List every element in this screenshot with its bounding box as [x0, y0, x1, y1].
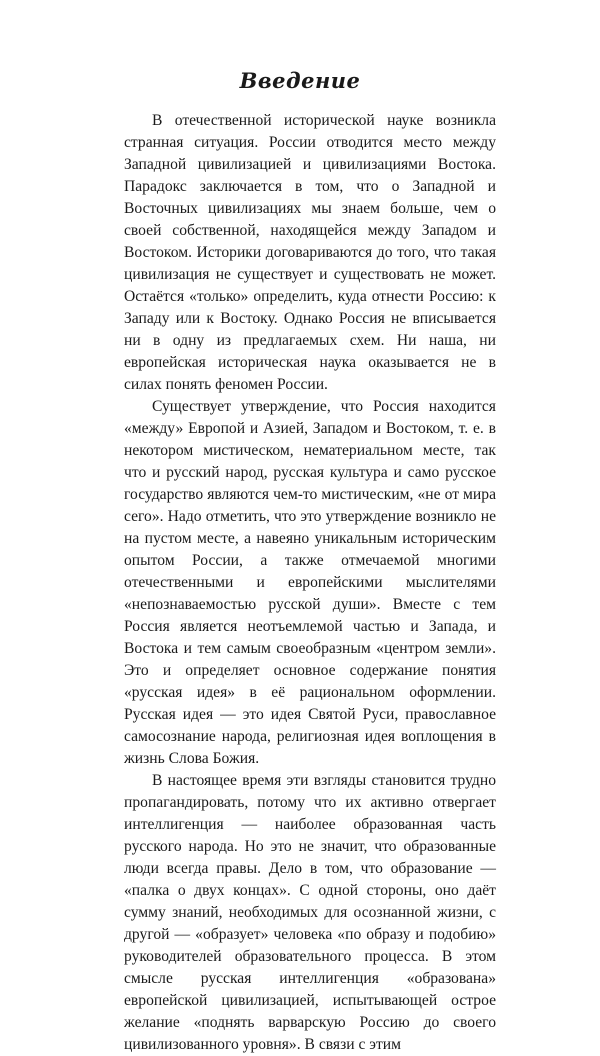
- body-text: [124, 110, 496, 1056]
- paragraph: Существует утверждение, что Россия находится «между» Европой и Азией, Западом и Востоком, т. е. в некотором мистическом, нематериальном месте, так что и русский народ, русская культура и само русское государство являются чем-то мистическим, «не от мира сего». Надо отметить, что это утверждение возникло не на пустом месте, а навеяно уникальным историческим опытом России, а также отмечаемой многими отечественными и европейскими мыслителями «непознаваемостью русской души». Вместе с тем Россия является неотъемлемой частью и Запада, и Востока и тем самым своеобразным «центром земли». Это и определяет основное содержание понятия «русская идея» в её рациональном оформлении. Русская идея — это идея Святой Руси, православное самосознание народа, религиозная идея воплощения в жизнь Слова Божия.: [124, 398, 496, 767]
- paragraph: В настоящее время эти взгляды становится трудно пропагандировать, потому что их активно отвергает интеллигенция — наиболее образованная часть русского народа. Но это не значит, что образованные люди всегда правы. Дело в том, что образование — «палка о двух концах». С одной стороны, оно даёт сумму знаний, необходимых для осознанной жизни, с другой — «образует» человека «по образу и подобию» руководителей образовательного процесса. В этом смысле русская интеллигенция «образована» европейской цивилизацией, испытывающей острое желание «поднять варварскую Россию до своего цивилизованного уровня». В связи с этим: [124, 772, 496, 1053]
- paragraph: В отечественной исторической науке возникла странная ситуация. России отводится место между Западной цивилизацией и цивилизациями Востока. Парадокс заключается в том, что о Западной и Восточных цивилизациях мы знаем больше, чем о своей собственной, находящейся между Западом и Востоком. Историки договариваются до того, что такая цивилизация не существует и существовать не может. Остаётся «только» определить, куда отнести Россию: к Западу или к Востоку. Однако Россия не вписывается ни в одну из предлагаемых схем. Ни наша, ни европейская историческая наука оказывается не в силах понять феномен России.: [124, 112, 496, 393]
- chapter-title: Введение: [239, 68, 361, 93]
